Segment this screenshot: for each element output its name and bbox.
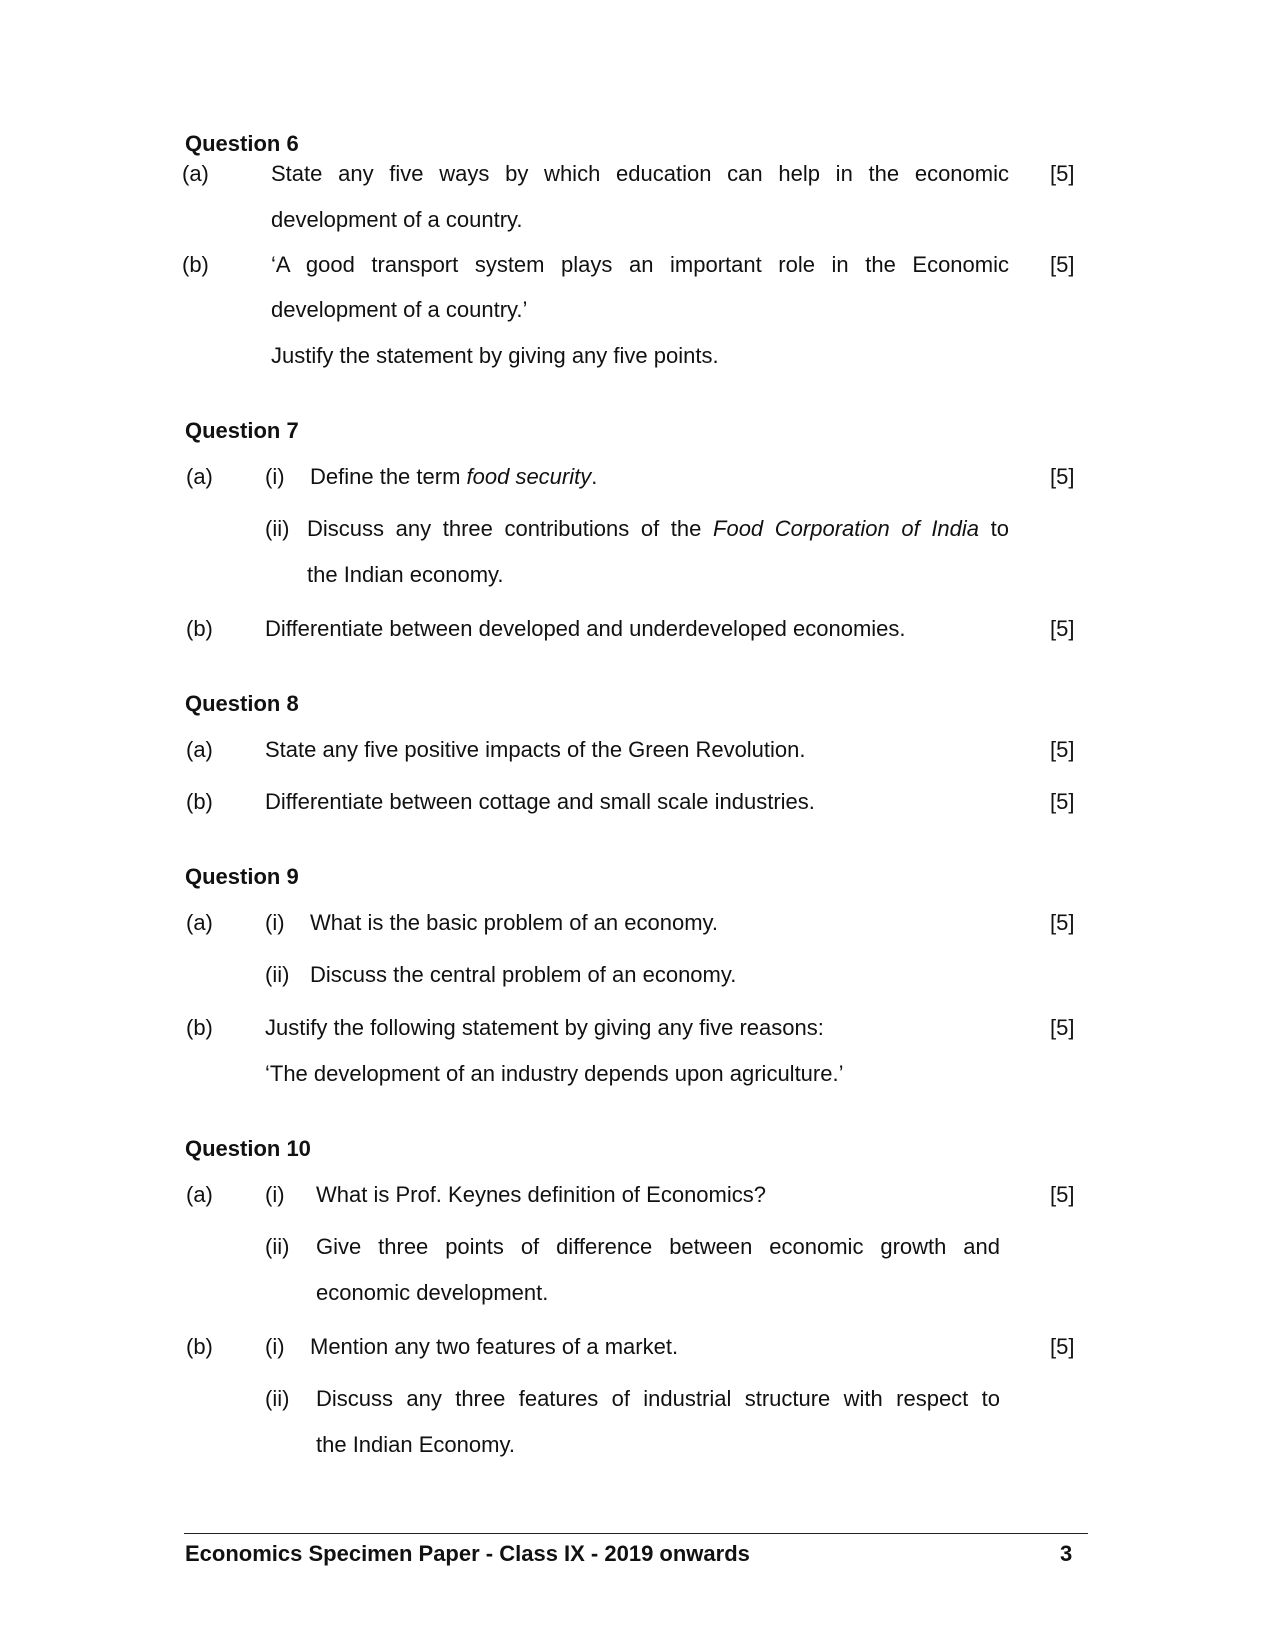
q10-b-ii-line2: the Indian Economy. <box>316 1432 515 1457</box>
q10-a-i-label: (i) <box>265 1182 285 1207</box>
q6-b-line1: ‘A good transport system plays an important role in the Economic <box>271 252 1009 277</box>
q6-a-line1: State any five ways by which education can help in the economic <box>271 161 1009 186</box>
q8-a-text: State any five positive impacts of the Green Revolution. <box>265 737 806 762</box>
q6-b-marks: [5] <box>1050 252 1075 277</box>
q9-a-ii-label: (ii) <box>265 962 290 987</box>
q9-a-i-label: (i) <box>265 910 285 935</box>
q9-b-line1: Justify the following statement by giving any five reasons: <box>265 1015 824 1040</box>
q7-b-label: (b) <box>186 616 213 641</box>
q7-a-i-label: (i) <box>265 464 285 489</box>
q9-b-marks: [5] <box>1050 1015 1075 1040</box>
q8-b-text: Differentiate between cottage and small scale industries. <box>265 789 815 814</box>
q7-a-ii-label: (ii) <box>265 516 290 541</box>
q7-a-i-term: food security <box>466 464 592 489</box>
q10-b-marks: [5] <box>1050 1334 1075 1359</box>
footer-divider <box>184 1533 1088 1534</box>
q6-a-marks: [5] <box>1050 161 1075 186</box>
q8-b-marks: [5] <box>1050 789 1075 814</box>
q9-a-label: (a) <box>186 910 213 935</box>
q10-b-i-text: Mention any two features of a market. <box>310 1334 679 1359</box>
question-9-title: Question 9 <box>185 864 299 889</box>
q10-a-i-text: What is Prof. Keynes definition of Economics? <box>316 1182 766 1207</box>
question-6-title: Question 6 <box>185 131 299 156</box>
q8-b-label: (b) <box>186 789 213 814</box>
q8-a-marks: [5] <box>1050 737 1075 762</box>
q9-b-line2: ‘The development of an industry depends upon agriculture.’ <box>265 1061 844 1086</box>
q9-a-i-text: What is the basic problem of an economy. <box>310 910 719 935</box>
q6-b-label: (b) <box>182 252 209 277</box>
q10-b-label: (b) <box>186 1334 213 1359</box>
page-number: 3 <box>1060 1541 1073 1566</box>
q7-a-i-text: Define the term food security. <box>310 464 598 489</box>
q10-a-marks: [5] <box>1050 1182 1075 1207</box>
q8-a-label: (a) <box>186 737 213 762</box>
q7-a-ii-line1: Discuss any three contributions of the Food Corporation of India to <box>307 516 1009 541</box>
q7-a-ii-line2: the Indian economy. <box>307 562 504 587</box>
q7-a-ii-org: Food Corporation of India <box>713 516 980 541</box>
q10-a-ii-label: (ii) <box>265 1234 290 1259</box>
q7-a-marks: [5] <box>1050 464 1075 489</box>
q10-a-ii-line2: economic development. <box>316 1280 549 1305</box>
footer-title: Economics Specimen Paper - Class IX - 2019 onwards <box>185 1541 750 1566</box>
q10-a-label: (a) <box>186 1182 213 1207</box>
q9-a-marks: [5] <box>1050 910 1075 935</box>
q7-b-marks: [5] <box>1050 616 1075 641</box>
q9-a-ii-text: Discuss the central problem of an economy. <box>310 962 737 987</box>
q6-b-line3: Justify the statement by giving any five points. <box>271 343 719 368</box>
q7-a-label: (a) <box>186 464 213 489</box>
question-7-title: Question 7 <box>185 418 299 443</box>
q6-b-line2: development of a country.’ <box>271 297 528 322</box>
q10-b-i-label: (i) <box>265 1334 285 1359</box>
question-10-title: Question 10 <box>185 1136 311 1161</box>
q10-b-ii-line1: Discuss any three features of industrial structure with respect to <box>316 1386 1000 1411</box>
q7-b-text: Differentiate between developed and underdeveloped economies. <box>265 616 906 641</box>
question-8-title: Question 8 <box>185 691 299 716</box>
q10-b-ii-label: (ii) <box>265 1386 290 1411</box>
q6-a-label: (a) <box>182 161 209 186</box>
q10-a-ii-line1: Give three points of difference between economic growth and <box>316 1234 1000 1259</box>
q6-a-line2: development of a country. <box>271 207 523 232</box>
q9-b-label: (b) <box>186 1015 213 1040</box>
